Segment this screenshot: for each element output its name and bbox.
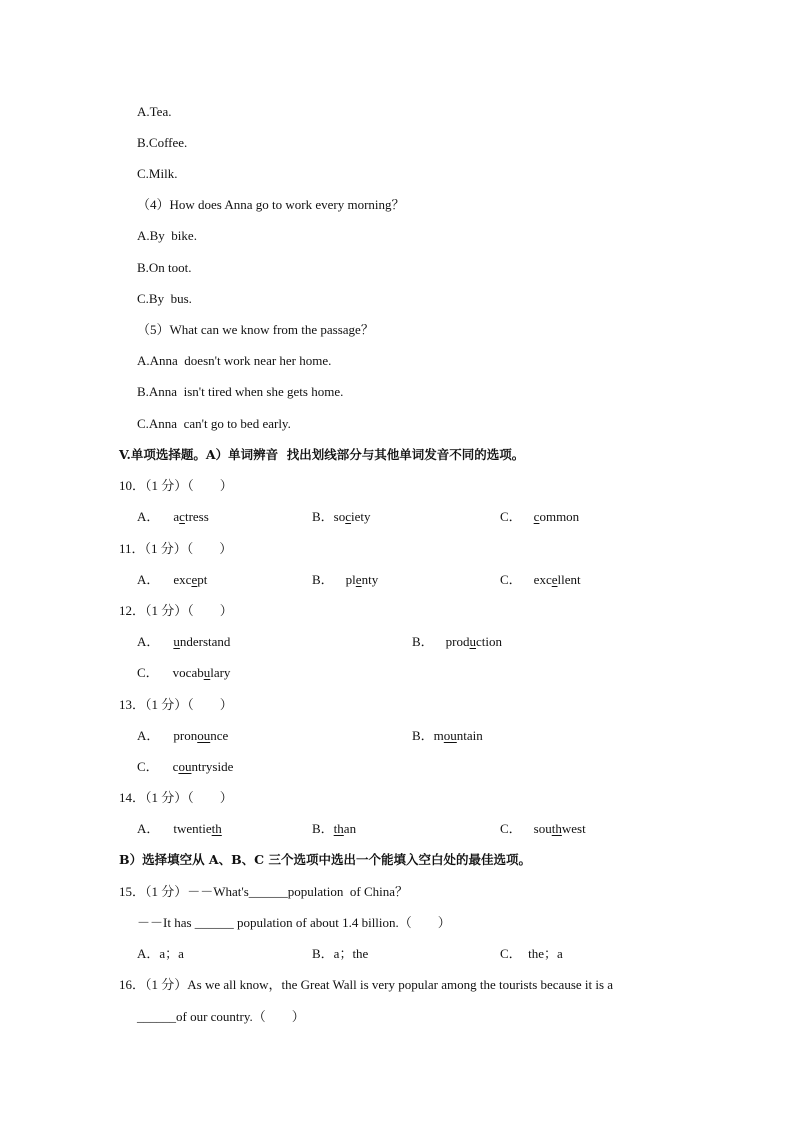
q13-option-b: B．mountain xyxy=(412,728,483,743)
q15-option-b: B．a；the xyxy=(312,946,369,961)
option-5b: B.Anna isn't tired when she gets home. xyxy=(137,384,344,399)
section-heading-v: V.单项选择题。A）单词辨音 找出划线部分与其他单词发音不同的选项。 xyxy=(119,447,525,462)
question-10-stem: 10．（1 分）（ ） xyxy=(119,478,233,493)
question-5: （5）What can we know from the passage？ xyxy=(137,322,374,337)
q11-option-c: C． excellent xyxy=(500,572,581,587)
q15-option-c: C． the；a xyxy=(500,946,563,961)
section-heading-b: B）选择填空从 A、B、C 三个选项中选出一个能填入空白处的最佳选项。 xyxy=(119,852,531,867)
option-5a: A.Anna doesn't work near her home. xyxy=(137,353,332,368)
option-4a: A.By bike. xyxy=(137,228,197,243)
option-4b: B.On toot. xyxy=(137,260,192,275)
question-15-line2: －－It has ______ population of about 1.4 billion.（ ） xyxy=(137,915,451,930)
question-14-stem: 14．（1 分）（ ） xyxy=(119,790,233,805)
question-12-stem: 12．（1 分）（ ） xyxy=(119,603,233,618)
q12-option-a: A． understand xyxy=(137,634,231,649)
question-15-stem: 15．（1 分）－－What's______population of China？ xyxy=(119,884,409,899)
question-4: （4）How does Anna go to work every morning？ xyxy=(137,197,405,212)
q10-option-c: C． common xyxy=(500,509,580,524)
q15-option-a: A．a；a xyxy=(137,946,184,961)
option-5c: C.Anna can't go to bed early. xyxy=(137,416,291,431)
q13-option-c: C． countryside xyxy=(137,759,234,774)
question-16-stem: 16．（1 分）As we all know，the Great Wall is very popular among the tourists because it is a xyxy=(119,977,614,992)
question-16-line2: ______of our country.（ ） xyxy=(137,1009,305,1024)
q14-option-a: A． twentieth xyxy=(137,821,222,836)
option-4c: C.By bus. xyxy=(137,291,192,306)
q10-option-b: B．society xyxy=(312,509,371,524)
question-11-stem: 11．（1 分）（ ） xyxy=(119,541,233,556)
q13-option-a: A． pronounce xyxy=(137,728,229,743)
q12-option-c: C． vocabulary xyxy=(137,665,231,680)
option-3c: C.Milk. xyxy=(137,166,178,181)
q14-option-c: C． southwest xyxy=(500,821,586,836)
question-13-stem: 13．（1 分）（ ） xyxy=(119,697,233,712)
q14-option-b: B．than xyxy=(312,821,357,836)
q12-option-b: B． production xyxy=(412,634,503,649)
q11-option-a: A． except xyxy=(137,572,208,587)
q11-option-b: B． plenty xyxy=(312,572,379,587)
option-3a: A.Tea. xyxy=(137,104,172,119)
q10-option-a: A． actress xyxy=(137,509,209,524)
option-3b: B.Coffee. xyxy=(137,135,188,150)
